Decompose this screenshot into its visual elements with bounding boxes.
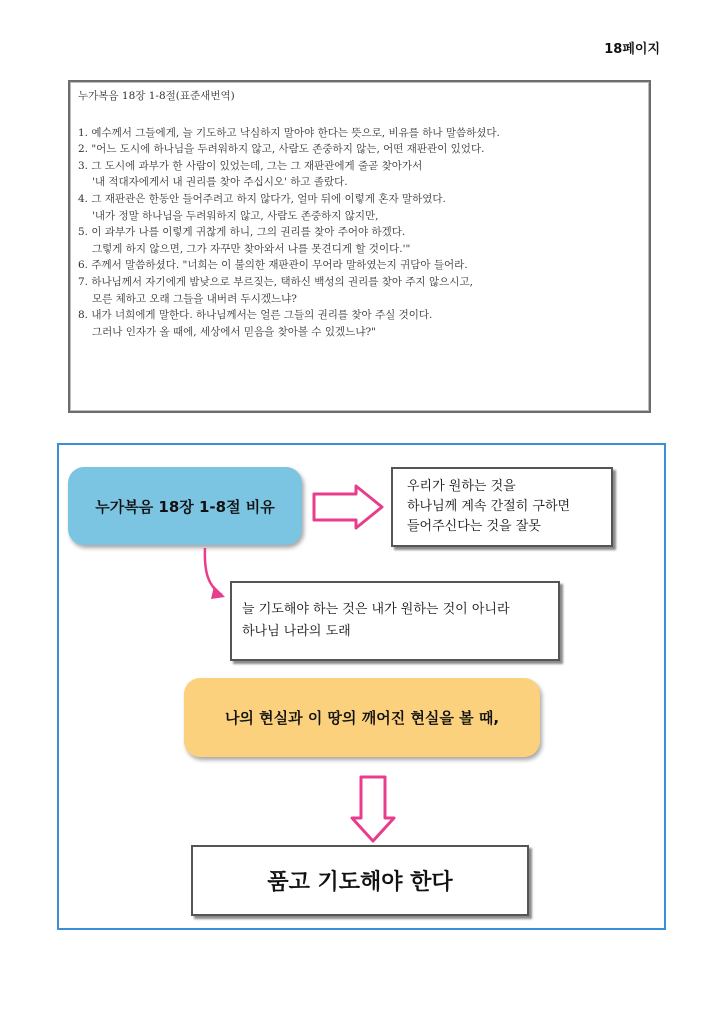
verse-line: 5. 이 과부가 나를 이렇게 귀찮게 하니, 그의 권리를 찾아 주어야 하겠다. [78, 226, 406, 239]
verse-line: 3. 그 도시에 과부가 한 사람이 있었는데, 그는 그 재판관에게 줄곧 찾아가서 [78, 159, 423, 172]
verse-line: 7. 하나님께서 자기에게 밤낮으로 부르짖는, 택하신 백성의 권리를 찾아 주지 않으시고, [78, 275, 473, 288]
down-arrow-icon [352, 777, 394, 841]
verse-line: 1. 예수께서 그들에게, 늘 기도하고 낙심하지 말아야 한다는 뜻으로, 비유를 하나 말씀하셨다. [78, 126, 500, 139]
verse-continuation: 그렇게 하지 않으면, 그가 자꾸만 찾아와서 나를 못견디게 할 것이다.'" [92, 242, 411, 255]
parable-label-pill: 누가복음 18장 1-8절 비유 [68, 467, 302, 545]
curved-arrow-icon [205, 548, 222, 595]
page-number: 18페이지 [604, 42, 660, 57]
right-arrow-icon [314, 486, 382, 528]
correct-meaning-line: 하나님 나라의 도래 [242, 624, 351, 639]
reality-label-pill: 나의 현실과 이 땅의 깨어진 현실을 볼 때, [184, 678, 540, 757]
verse-continuation: '내가 정말 하나님을 두려워하지 않고, 사람도 존중하지 않지만, [92, 209, 379, 222]
misunderstanding-line: 하나님께 계속 간절히 구하면 [407, 499, 571, 514]
verse-line: 6. 주께서 말씀하셨다. "너희는 이 불의한 재판관이 무어라 말하였는지 귀담아 들어라. [78, 259, 468, 272]
verse-continuation: 그러나 인자가 올 때에, 세상에서 믿음을 찾아볼 수 있겠느냐?" [92, 325, 376, 338]
correct-meaning-line: 늘 기도해야 하는 것은 내가 원하는 것이 아니라 [242, 602, 510, 617]
misunderstanding-line: 우리가 원하는 것을 [407, 479, 516, 494]
verse-line: 4. 그 재판관은 한동안 들어주려고 하지 않다가, 얼마 뒤에 이렇게 혼자 말하였다. [78, 192, 446, 205]
scripture-title: 누가복음 18장 1-8절(표준새번역) [78, 90, 235, 102]
misunderstanding-line: 들어주신다는 것을 잘못 [407, 519, 541, 534]
verse-continuation: '내 적대자에게서 내 권리를 찾아 주십시오' 하고 졸랐다. [92, 176, 348, 189]
verse-line: 8. 내가 너희에게 말한다. 하나님께서는 얼른 그들의 권리를 찾아 주실 것이다. [78, 309, 433, 322]
verse-line: 2. "어느 도시에 하나님을 두려워하지 않고, 사람도 존중하지 않는, 어떤 재판관이 있었다. [78, 143, 485, 156]
conclusion-box: 품고 기도해야 한다 [191, 845, 529, 916]
verse-continuation: 모른 체하고 오래 그들을 내버려 두시겠느냐? [92, 292, 297, 305]
